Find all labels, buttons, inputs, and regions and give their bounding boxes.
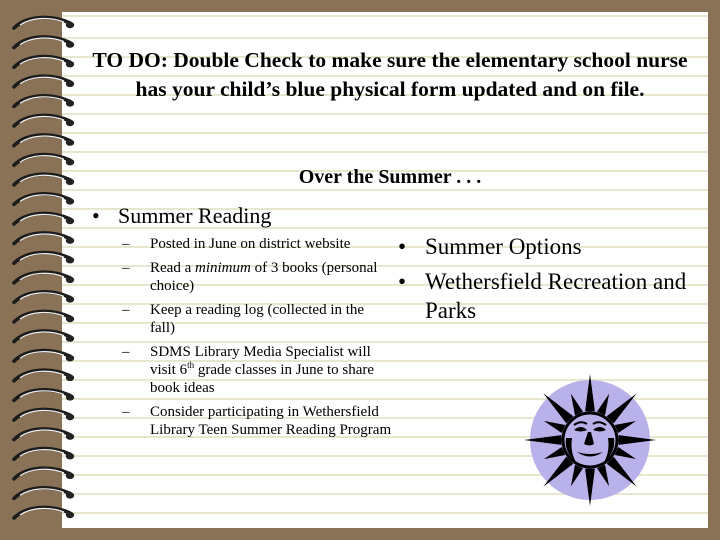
dash-marker: – [122,260,130,276]
spiral-coil [14,233,74,244]
spiral-coil [14,468,74,479]
summer-options-section [398,232,698,331]
spiral-coil [14,488,74,499]
spiral-coil [14,409,74,420]
list-item [122,343,392,397]
spiral-coil [14,115,74,126]
spiral-coil [14,57,74,68]
spiral-coil [14,311,74,322]
bullet-summer-reading [92,203,392,229]
item-text-post: grade classes in June to share book ideas [150,362,375,396]
spiral-binding-icon [0,0,90,540]
bullet-text: Wethersfield Recreation and Parks [425,269,687,323]
sun-face-icon [522,372,658,508]
spiral-coil [14,390,74,401]
list-item [122,301,392,337]
slide-subtitle: Over the Summer . . . [298,166,482,188]
bullet-text: Summer Options [425,234,582,259]
spiral-coil [14,37,74,48]
spiral-coil [14,174,74,185]
bullet-marker: • [92,203,100,228]
spiral-coil [14,331,74,342]
spiral-coil [14,17,74,28]
spiral-coil [14,292,74,303]
item-text-pre: SDMS Library Media Specialist will visit 6 [150,344,371,378]
list-item [122,235,392,253]
summer-reading-section [92,203,392,445]
spiral-coil [14,351,74,362]
slide-title: TO DO: Double Check to make sure the elementary school nurse has your child’s blue physical form updated and on file. [92,48,688,101]
spiral-coil [14,253,74,264]
dash-marker: – [122,404,130,420]
item-text [150,259,392,295]
item-text: Posted in June on district website [150,236,351,252]
bullet-marker: • [398,234,407,259]
bullet-text: Summer Reading [118,203,272,228]
list-item [122,403,392,439]
spiral-coil [14,449,74,460]
spiral-coil [14,96,74,107]
bullet-summer-options [398,232,698,261]
item-text: Keep a reading log (collected in the fall) [150,302,365,336]
item-text-superscript: th [187,360,195,370]
spiral-coil [14,370,74,381]
spiral-coil [14,155,74,166]
spiral-coil [14,272,74,283]
spiral-coil [14,507,74,518]
list-item [122,259,392,295]
item-text: Consider participating in Wethersfield Library Teen Summer Reading Program [150,404,392,438]
spiral-coil [14,135,74,146]
dash-marker: – [122,344,130,360]
item-text-pre: Read a [150,260,195,276]
item-text-emphasis: minimum [194,260,251,276]
spiral-coil [14,194,74,205]
dash-marker: – [122,302,130,318]
item-text [150,343,392,397]
bullet-marker: • [398,269,407,294]
spiral-coil [14,213,74,224]
dash-marker: – [122,236,130,252]
bullet-recreation-parks [398,267,698,325]
summer-reading-list [92,235,392,439]
item-text-post: of 3 books (personal choice) [150,260,378,294]
spiral-coil [14,76,74,87]
spiral-coil [14,429,74,440]
